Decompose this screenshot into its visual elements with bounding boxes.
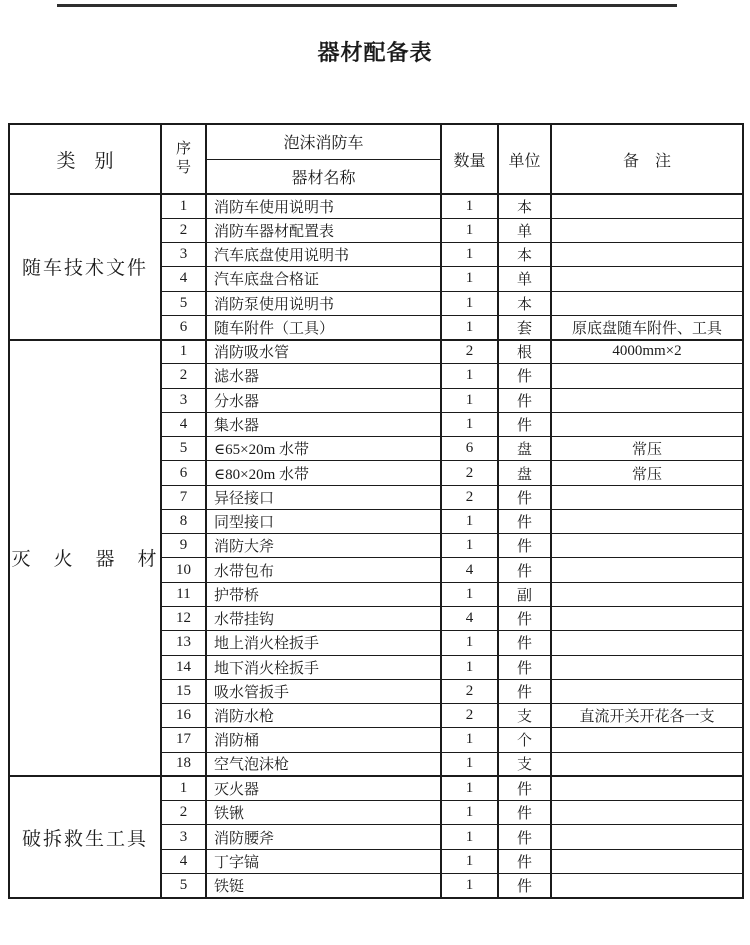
remark-cell <box>551 752 743 776</box>
remark-cell <box>551 388 743 412</box>
quantity-cell: 1 <box>441 243 498 267</box>
unit-cell: 件 <box>498 534 551 558</box>
serial-cell: 3 <box>161 388 206 412</box>
quantity-cell: 1 <box>441 752 498 776</box>
serial-cell: 3 <box>161 243 206 267</box>
serial-cell: 9 <box>161 534 206 558</box>
equipment-name-cell: 消防泵使用说明书 <box>206 291 441 315</box>
unit-cell: 件 <box>498 364 551 388</box>
quantity-cell: 1 <box>441 267 498 291</box>
remark-cell <box>551 412 743 436</box>
category-cell: 破拆救生工具 <box>9 776 161 897</box>
equipment-name-cell: ∈65×20m 水带 <box>206 437 441 461</box>
remark-cell <box>551 558 743 582</box>
remark-cell <box>551 243 743 267</box>
quantity-cell: 1 <box>441 364 498 388</box>
serial-header-line2: 号 <box>175 160 191 176</box>
page-title: 器材配备表 <box>317 40 433 65</box>
unit-cell: 件 <box>498 655 551 679</box>
quantity-cell: 6 <box>441 437 498 461</box>
serial-cell: 1 <box>161 340 206 364</box>
serial-cell: 12 <box>161 607 206 631</box>
unit-cell: 本 <box>498 243 551 267</box>
serial-cell: 14 <box>161 655 206 679</box>
quantity-cell: 1 <box>441 388 498 412</box>
remark-cell: 原底盘随车附件、工具 <box>551 315 743 339</box>
quantity-cell: 1 <box>441 728 498 752</box>
column-header-unit: 单位 <box>498 124 551 194</box>
category-cell: 灭 火 器 材 <box>9 340 161 777</box>
unit-cell: 件 <box>498 849 551 873</box>
column-header-remarks: 备 注 <box>551 124 743 194</box>
quantity-cell: 1 <box>441 509 498 533</box>
category-cell: 随车技术文件 <box>9 194 161 340</box>
table-header-row-1 <box>9 124 743 159</box>
equipment-name-cell: 同型接口 <box>206 509 441 533</box>
serial-cell: 4 <box>161 412 206 436</box>
equipment-name-cell: 地上消火栓扳手 <box>206 631 441 655</box>
unit-cell: 个 <box>498 728 551 752</box>
unit-cell: 件 <box>498 558 551 582</box>
equipment-name-cell: 异径接口 <box>206 485 441 509</box>
quantity-cell: 2 <box>441 340 498 364</box>
remark-cell <box>551 607 743 631</box>
equipment-name-cell: 铁铤 <box>206 873 441 897</box>
remark-cell <box>551 849 743 873</box>
unit-cell: 件 <box>498 509 551 533</box>
equipment-name-cell: 滤水器 <box>206 364 441 388</box>
unit-cell: 件 <box>498 679 551 703</box>
unit-cell: 件 <box>498 825 551 849</box>
quantity-cell: 1 <box>441 534 498 558</box>
equipment-name-cell: 水带包布 <box>206 558 441 582</box>
column-header-equipment-name: 器材名称 <box>206 159 441 194</box>
serial-cell: 3 <box>161 825 206 849</box>
serial-cell: 1 <box>161 194 206 218</box>
unit-cell: 单 <box>498 267 551 291</box>
equipment-name-cell: 空气泡沫枪 <box>206 752 441 776</box>
quantity-cell: 1 <box>441 194 498 218</box>
remark-cell <box>551 679 743 703</box>
equipment-name-cell: 分水器 <box>206 388 441 412</box>
unit-cell: 支 <box>498 752 551 776</box>
unit-cell: 本 <box>498 194 551 218</box>
unit-cell: 件 <box>498 607 551 631</box>
remark-cell <box>551 364 743 388</box>
remark-cell <box>551 728 743 752</box>
equipment-name-cell: 汽车底盘使用说明书 <box>206 243 441 267</box>
remark-cell <box>551 291 743 315</box>
unit-cell: 件 <box>498 412 551 436</box>
serial-cell: 7 <box>161 485 206 509</box>
remark-cell <box>551 534 743 558</box>
equipment-name-cell: 吸水管扳手 <box>206 679 441 703</box>
quantity-cell: 1 <box>441 776 498 800</box>
remark-cell <box>551 631 743 655</box>
unit-cell: 件 <box>498 388 551 412</box>
unit-cell: 件 <box>498 485 551 509</box>
quantity-cell: 1 <box>441 655 498 679</box>
unit-cell: 副 <box>498 582 551 606</box>
remark-cell <box>551 873 743 897</box>
serial-cell: 5 <box>161 873 206 897</box>
remark-cell <box>551 194 743 218</box>
equipment-table <box>8 123 744 899</box>
equipment-name-cell: 随车附件（工具） <box>206 315 441 339</box>
column-header-serial <box>161 124 206 194</box>
remark-cell <box>551 582 743 606</box>
remark-cell: 4000mm×2 <box>551 340 743 364</box>
serial-cell: 17 <box>161 728 206 752</box>
serial-cell: 1 <box>161 776 206 800</box>
quantity-cell: 4 <box>441 558 498 582</box>
remark-cell <box>551 218 743 242</box>
equipment-name-cell: 消防车器材配置表 <box>206 218 441 242</box>
quantity-cell: 1 <box>441 825 498 849</box>
serial-cell: 5 <box>161 291 206 315</box>
quantity-cell: 2 <box>441 679 498 703</box>
serial-cell: 4 <box>161 267 206 291</box>
serial-cell: 2 <box>161 364 206 388</box>
equipment-name-cell: 消防大斧 <box>206 534 441 558</box>
remark-cell <box>551 801 743 825</box>
equipment-name-cell: 铁锹 <box>206 801 441 825</box>
equipment-name-cell: 集水器 <box>206 412 441 436</box>
serial-cell: 6 <box>161 315 206 339</box>
equipment-name-cell: 水带挂钩 <box>206 607 441 631</box>
quantity-cell: 4 <box>441 607 498 631</box>
equipment-name-cell: 消防腰斧 <box>206 825 441 849</box>
column-header-vehicle-type: 泡沫消防车 <box>206 124 441 159</box>
serial-cell: 6 <box>161 461 206 485</box>
unit-cell: 盘 <box>498 461 551 485</box>
serial-cell: 15 <box>161 679 206 703</box>
remark-cell <box>551 485 743 509</box>
equipment-table-body <box>9 124 743 898</box>
remark-cell: 常压 <box>551 461 743 485</box>
equipment-name-cell: 消防吸水管 <box>206 340 441 364</box>
remark-cell <box>551 509 743 533</box>
unit-cell: 件 <box>498 631 551 655</box>
serial-cell: 13 <box>161 631 206 655</box>
unit-cell: 件 <box>498 873 551 897</box>
remark-cell <box>551 776 743 800</box>
quantity-cell: 1 <box>441 218 498 242</box>
unit-cell: 本 <box>498 291 551 315</box>
serial-cell: 16 <box>161 704 206 728</box>
unit-cell: 套 <box>498 315 551 339</box>
quantity-cell: 2 <box>441 461 498 485</box>
equipment-name-cell: ∈80×20m 水带 <box>206 461 441 485</box>
equipment-name-cell: 消防水枪 <box>206 704 441 728</box>
quantity-cell: 1 <box>441 582 498 606</box>
equipment-name-cell: 丁字镐 <box>206 849 441 873</box>
quantity-cell: 1 <box>441 291 498 315</box>
column-header-quantity: 数量 <box>441 124 498 194</box>
remark-cell: 常压 <box>551 437 743 461</box>
quantity-cell: 2 <box>441 485 498 509</box>
unit-cell: 支 <box>498 704 551 728</box>
remark-cell: 直流开关开花各一支 <box>551 704 743 728</box>
quantity-cell: 1 <box>441 315 498 339</box>
table-row <box>9 776 743 800</box>
serial-cell: 10 <box>161 558 206 582</box>
equipment-name-cell: 灭火器 <box>206 776 441 800</box>
table-row <box>9 194 743 218</box>
unit-cell: 件 <box>498 776 551 800</box>
serial-cell: 2 <box>161 801 206 825</box>
top-divider-rule <box>57 4 677 7</box>
serial-header-line1: 序 <box>175 141 191 157</box>
quantity-cell: 2 <box>441 704 498 728</box>
quantity-cell: 1 <box>441 801 498 825</box>
equipment-name-cell: 地下消火栓扳手 <box>206 655 441 679</box>
remark-cell <box>551 655 743 679</box>
remark-cell <box>551 825 743 849</box>
serial-cell: 8 <box>161 509 206 533</box>
serial-cell: 18 <box>161 752 206 776</box>
equipment-name-cell: 护带桥 <box>206 582 441 606</box>
quantity-cell: 1 <box>441 412 498 436</box>
quantity-cell: 1 <box>441 873 498 897</box>
serial-cell: 4 <box>161 849 206 873</box>
column-header-category: 类 别 <box>9 124 161 194</box>
serial-cell: 5 <box>161 437 206 461</box>
unit-cell: 件 <box>498 801 551 825</box>
remark-cell <box>551 267 743 291</box>
quantity-cell: 1 <box>441 631 498 655</box>
equipment-name-cell: 消防车使用说明书 <box>206 194 441 218</box>
equipment-name-cell: 消防桶 <box>206 728 441 752</box>
unit-cell: 根 <box>498 340 551 364</box>
serial-cell: 2 <box>161 218 206 242</box>
serial-cell: 11 <box>161 582 206 606</box>
unit-cell: 盘 <box>498 437 551 461</box>
equipment-name-cell: 汽车底盘合格证 <box>206 267 441 291</box>
quantity-cell: 1 <box>441 849 498 873</box>
table-row <box>9 340 743 364</box>
unit-cell: 单 <box>498 218 551 242</box>
